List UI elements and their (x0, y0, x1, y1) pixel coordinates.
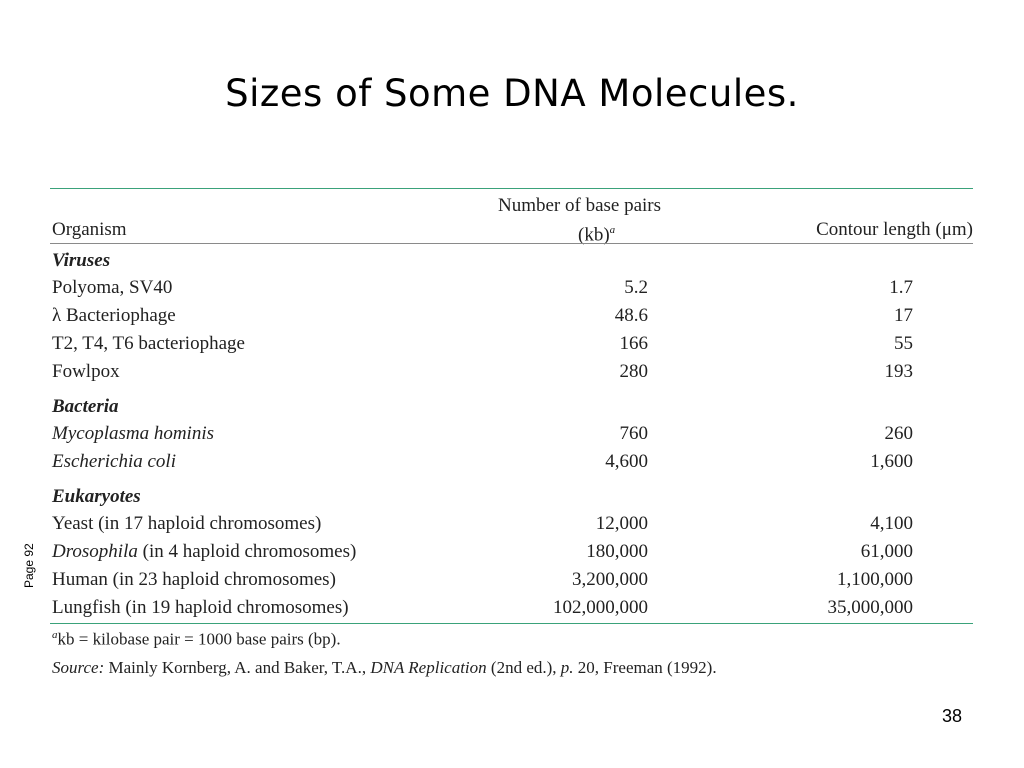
base-pairs-cell: 4,600 (605, 451, 648, 472)
organism-cell: Lungfish (in 19 haploid chromosomes) (52, 597, 349, 618)
source-page-abbr: p. (560, 658, 574, 677)
source-publisher: 20, Freeman (1992). (573, 658, 717, 677)
slide-number: 38 (941, 706, 962, 726)
organism-cell: Polyoma, SV40 (52, 277, 173, 298)
contour-length-cell: 55 (894, 333, 913, 354)
contour-length-cell: 1,600 (870, 451, 913, 472)
source-edition: (2nd ed.), (486, 658, 561, 677)
organism-cell: Human (in 23 haploid chromosomes) (52, 569, 336, 590)
footnote-superscript: a (52, 629, 58, 641)
slide-title: Sizes of Some DNA Molecules. (225, 72, 799, 115)
table-bottom-rule (50, 623, 973, 624)
base-pairs-cell: 166 (619, 333, 648, 354)
base-pairs-cell: 3,200,000 (572, 569, 648, 590)
header-bp-line1: Number of base pairs (498, 195, 662, 216)
header-contour-length: Contour length (μm) (816, 219, 973, 240)
footnote-text: kb = kilobase pair = 1000 base pairs (bp). (57, 629, 341, 649)
contour-length-cell: 61,000 (860, 541, 913, 562)
contour-length-cell: 260 (884, 423, 913, 444)
contour-length-cell: 35,000,000 (827, 597, 913, 618)
table-top-rule (50, 188, 973, 189)
organism-cell: T2, T4, T6 bacteriophage (52, 333, 245, 354)
organism-italic: Escherichia coli (52, 451, 176, 472)
base-pairs-cell: 48.6 (614, 305, 648, 326)
header-bp-line2: (kb)$^a$ (578, 224, 616, 246)
contour-length-cell: 4,100 (870, 513, 913, 534)
footnote (52, 629, 341, 650)
header-bp-superscript: a (609, 224, 616, 236)
contour-length-cell: 17 (894, 305, 913, 326)
source-book: DNA Replication (370, 658, 487, 677)
organism-cell (52, 451, 176, 473)
side-page-label: Page 92 (22, 543, 36, 588)
organism-cell: Yeast (in 17 haploid chromosomes) (52, 513, 322, 534)
organism-italic: Mycoplasma hominis (52, 423, 215, 444)
source-citation (52, 658, 717, 678)
section-heading: Viruses (52, 250, 111, 271)
base-pairs-cell: 180,000 (586, 541, 648, 562)
source-authors: Mainly Kornberg, A. and Baker, T.A., (104, 658, 371, 677)
organism-rest: (in 4 haploid chromosomes) (137, 541, 357, 562)
base-pairs-cell: 12,000 (595, 513, 648, 534)
organism-cell (52, 423, 214, 445)
organism-cell: Fowlpox (52, 361, 120, 382)
contour-length-cell: 1.7 (889, 277, 913, 298)
organism-italic: Drosophila (52, 541, 138, 562)
section-heading: Bacteria (52, 396, 119, 417)
contour-length-cell: 1,100,000 (837, 569, 913, 590)
base-pairs-cell: 102,000,000 (553, 597, 648, 618)
section-heading: Eukaryotes (52, 486, 141, 507)
organism-cell (52, 541, 356, 563)
header-bottom-rule (50, 243, 973, 244)
organism-cell: λ Bacteriophage (52, 305, 176, 326)
base-pairs-cell: 5.2 (624, 277, 648, 298)
contour-length-cell: 193 (884, 361, 913, 382)
source-label: Source: (52, 658, 105, 677)
header-organism: Organism (52, 219, 127, 240)
base-pairs-cell: 760 (619, 423, 648, 444)
base-pairs-cell: 280 (619, 361, 648, 382)
